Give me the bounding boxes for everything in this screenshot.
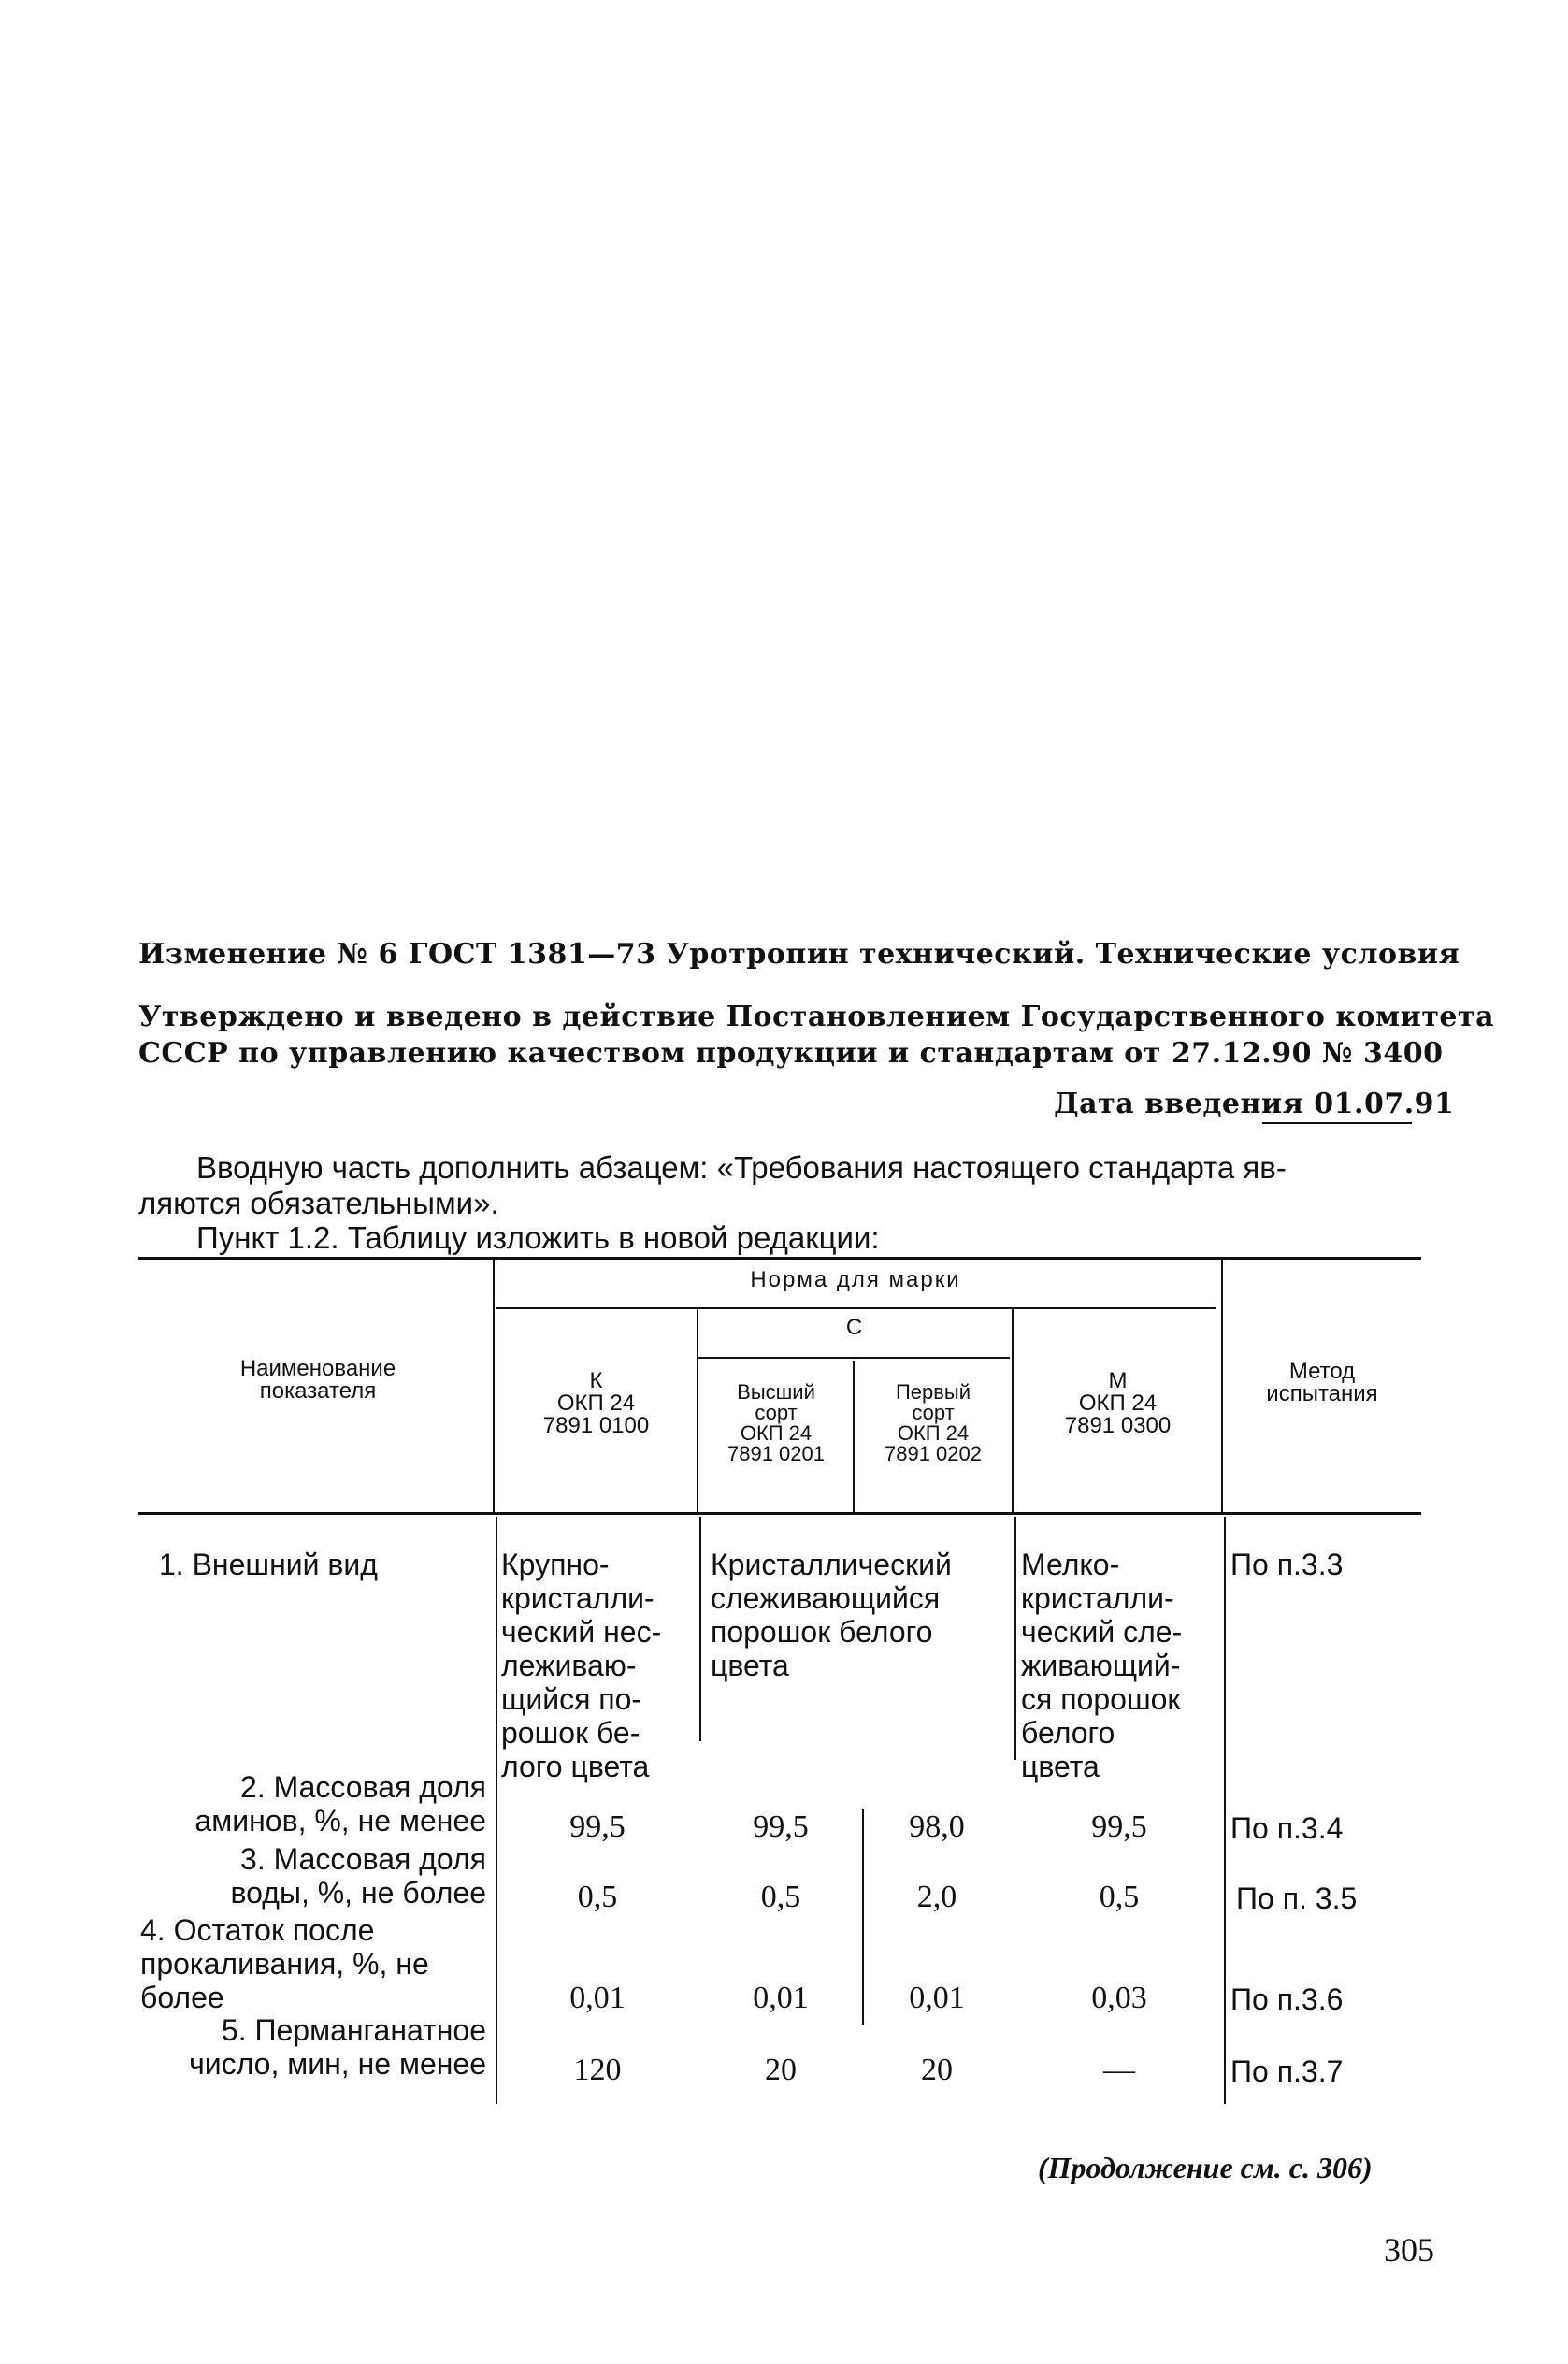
paragraph-1-line-2: ляются обязательными». <box>138 1186 499 1220</box>
row-5-m: — <box>1103 2053 1135 2087</box>
norm-header-rule <box>496 1307 1216 1309</box>
header-divider-name <box>493 1259 495 1512</box>
row-3-method: По п. 3.5 <box>1236 1881 1358 1915</box>
grade-k-header: К ОКП 24 7891 0100 <box>542 1368 650 1438</box>
row-3-c-top: 0,5 <box>760 1880 801 1914</box>
row-5-method: По п.3.7 <box>1230 2054 1344 2088</box>
grade-c-rule <box>697 1357 1010 1359</box>
effective-date: Дата введения 01.07.91 <box>1054 1088 1455 1120</box>
row-2-name: 2. Массовая доля аминов, %, не менее <box>194 1770 486 1838</box>
body-divider-c-m <box>1014 1517 1016 1760</box>
table-top-rule <box>138 1257 1421 1260</box>
paragraph-2: Пункт 1.2. Таблицу изложить в новой редакции: <box>196 1220 880 1255</box>
row-4-c-first: 0,01 <box>909 1981 965 2015</box>
row-1-name: 1. Внешний вид <box>159 1548 378 1581</box>
header-divider-c-m <box>1012 1309 1014 1512</box>
row-4-k: 0,01 <box>569 1981 626 2015</box>
document-title: Изменение № 6 ГОСТ 1381—73 Уротропин технический. Технические условия <box>138 938 1460 971</box>
grade-c-header: С <box>845 1315 863 1340</box>
row-2-k: 99,5 <box>569 1809 626 1844</box>
body-divider-k-c <box>699 1517 701 1741</box>
row-2-method: По п.3.4 <box>1230 1811 1344 1845</box>
row-5-k: 120 <box>573 2053 622 2087</box>
row-1-method: По п.3.3 <box>1230 1548 1344 1581</box>
row-1-m: Мелко- кристалли- ческий сле- живающий- ся порошок белого цвета <box>1021 1548 1183 1783</box>
row-3-c-first: 2,0 <box>916 1880 957 1914</box>
table-header-bottom-rule <box>138 1512 1421 1515</box>
row-5-c-top: 20 <box>765 2053 797 2087</box>
row-2-c-first: 98,0 <box>909 1809 965 1844</box>
row-5-c-first: 20 <box>921 2053 953 2087</box>
method-header: Метод испытания <box>1266 1359 1378 1406</box>
header-divider-k-c <box>697 1309 698 1512</box>
continuation-note: (Продолжение см. с. 306) <box>1038 2151 1373 2184</box>
norm-header: Норма для марки <box>750 1267 961 1292</box>
row-4-method: По п.3.6 <box>1230 1982 1344 2016</box>
row-1-c: Кристаллический слеживающийся порошок белого цвета <box>711 1548 952 1682</box>
grade-m-header: М ОКП 24 7891 0300 <box>1064 1368 1172 1438</box>
row-3-k: 0,5 <box>577 1880 618 1914</box>
effective-date-underline <box>1262 1122 1412 1124</box>
body-divider-method <box>1224 1517 1226 2104</box>
grade-c-first-header: Первый сорт ОКП 24 7891 0202 <box>885 1380 982 1465</box>
approval-line-1: Утверждено и введено в действие Постановлением Государственного комитета <box>138 1001 1495 1033</box>
row-5-name: 5. Перманганатное число, мин, не менее <box>189 2013 486 2081</box>
row-2-m: 99,5 <box>1091 1809 1147 1844</box>
page-number: 305 <box>1384 2231 1434 2269</box>
grade-c-top-header: Высший сорт ОКП 24 7891 0201 <box>727 1380 825 1465</box>
row-2-c-top: 99,5 <box>753 1809 809 1844</box>
paragraph-1-line-1: Вводную часть дополнить абзацем: «Требования настоящего стандарта яв- <box>196 1150 1287 1185</box>
row-4-m: 0,03 <box>1091 1981 1147 2015</box>
row-3-m: 0,5 <box>1099 1880 1140 1914</box>
row-4-c-top: 0,01 <box>753 1981 809 2015</box>
row-3-name: 3. Массовая доля воды, %, не более <box>230 1842 486 1910</box>
row-1-k: Крупно- кристалли- ческий нес- леживаю- щийся по- рошок бе- лого цвета <box>501 1548 662 1783</box>
row-4-name: 4. Остаток после прокаливания, %, не более <box>140 1913 429 2014</box>
approval-line-2: СССР по управлению качеством продукции и стандартам от 27.12.90 № 3400 <box>138 1037 1444 1070</box>
col-name-header: Наименование показателя <box>239 1356 396 1404</box>
